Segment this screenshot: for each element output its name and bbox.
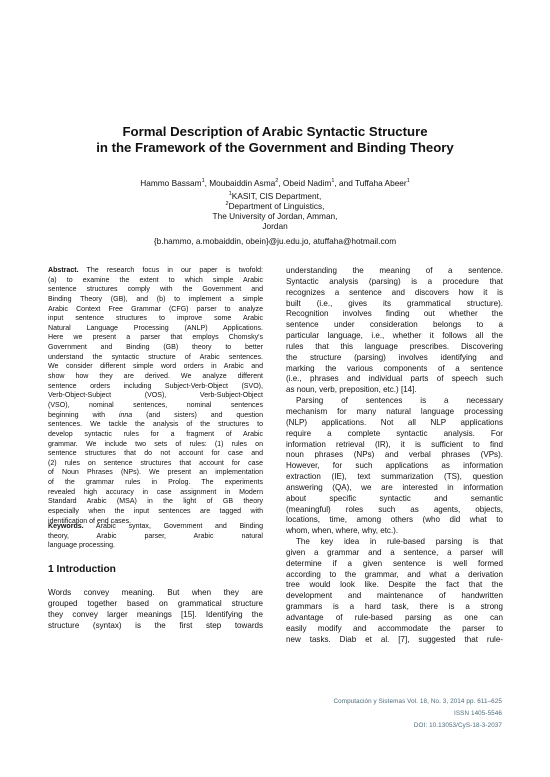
abstract-block: [48, 266, 263, 526]
paper-title-line-1: Formal Description of Arabic Syntactic Structure: [122, 124, 428, 139]
abstract-text: beginning with: [48, 411, 119, 419]
abstract-text: The research focus in our paper is twofold:: [78, 267, 263, 274]
abstract-line: Binding Theory (GB), and (b) to implement a simple: [48, 295, 263, 303]
abstract-line: of Noun Phrases (NPs). We present an implementation: [48, 469, 263, 477]
abstract-line: grammar. We include two sets of rules: (1) rules on: [48, 440, 263, 448]
keywords-text: Arabic syntax, Government and Binding: [83, 523, 263, 530]
abstract-line: especially when the input sentences are tagged with: [48, 508, 263, 516]
abstract-line: input sentence structures to improve some Arabic: [48, 315, 263, 323]
abstract-line: Standard Arabic (MSA) in the light of GB theory: [48, 498, 263, 506]
introduction-line: they convey larger meanings [15]. Identifying the: [48, 609, 263, 619]
affiliation-line: Jordan: [262, 221, 288, 231]
affiliation-mark: 1: [228, 191, 232, 198]
section-heading-introduction: 1 Introduction: [48, 564, 116, 575]
author-affiliation-mark: 1: [406, 178, 410, 185]
abstract-line: sentence orders including Subject-Verb-Object (SVO),: [48, 382, 263, 390]
author-emails: {b.hammo, a.mobaiddin, obein}@ju.edu.jo, atuffaha@hotmail.com: [153, 236, 397, 246]
abstract-line: Natural Language Processing (ANLP) Applications.: [48, 324, 263, 332]
author-affiliation-mark: 2: [275, 178, 279, 185]
body-text-line: new tasks. Diab et al. [7], suggested that rule-: [286, 634, 503, 644]
paper-title-line-2: in the Framework of the Government and Binding Theory: [96, 140, 454, 155]
abstract-text: (and sisters) and question: [132, 411, 263, 419]
body-text-line: the structure (parsing) involves identifying and: [286, 352, 503, 362]
abstract-line: identification of end cases.: [48, 517, 132, 525]
body-text-line: (i.e., phrases and individual parts of speech such: [286, 374, 503, 384]
body-text-line: particular language, i.e., whether it follows all the: [286, 331, 503, 341]
body-text-line: noun phrases (NPs) and verbal phrases (VPs).: [286, 450, 503, 460]
introduction-text: [48, 588, 263, 631]
abstract-line: Verb-Object-Subject (VOS), Verb-Subject-Object: [48, 392, 263, 400]
body-text-line: However, for such applications as information: [286, 461, 503, 471]
author-separator: ,: [204, 178, 210, 188]
body-text-line: whom, when, where, why, etc.).: [286, 526, 399, 536]
body-text-line: recognizes a sentence and discovers how it is: [286, 287, 503, 297]
abstract-term-inna: inna: [118, 411, 133, 419]
abstract-line: of the grammar rules in Prolog. The experiments: [48, 479, 263, 487]
abstract-line: show how they are derived. We analyze different: [48, 373, 263, 381]
affiliation-mark: 2: [225, 201, 229, 208]
affiliation-text: KASIT, CIS Department,: [231, 191, 322, 201]
abstract-line: Government and Binding (GB) theory to better: [48, 344, 263, 352]
body-text-line: built (i.e., gives its grammatical structure).: [286, 298, 503, 308]
author-affiliation-mark: 1: [331, 178, 335, 185]
introduction-line: grouped together based on grammatical structure: [48, 598, 263, 608]
body-text-line: locations, time, among others (who did what to: [286, 515, 503, 525]
abstract-line: (2) rules on sentence structures that account for case: [48, 459, 263, 467]
body-text-line: extraction (IE), text summarization (TS), question: [286, 472, 503, 482]
author-name: Hammo Bassam: [140, 178, 202, 188]
author-name: Moubaiddin Asma: [209, 178, 276, 188]
abstract-line: sentence structures that do not account for case and: [48, 450, 263, 458]
abstract-line: Here we present a parser that employs Chomsky's: [48, 334, 263, 342]
body-text-line: grammars is a hard task, there is a strong: [286, 602, 503, 612]
body-text-line: answering (QA), we are interested in information: [286, 482, 503, 492]
body-text-line: Parsing of sentences is a necessary: [296, 396, 503, 406]
journal-doi: DOI: 10.13053/CyS-18-3-2037: [413, 722, 502, 729]
body-text-line: Syntactic analysis (parsing) is a procedure that: [286, 276, 503, 286]
right-column-text: [286, 266, 503, 646]
body-text-line: determine if a given sentence is well formed: [286, 558, 503, 568]
keywords-label: Keywords.: [48, 523, 84, 530]
abstract-line: sentence structures comply with the Government and: [48, 286, 263, 294]
author-list: [60, 178, 490, 188]
abstract-line: Arabic Context Free Grammar (CFG) parser to analyze: [48, 305, 263, 313]
author-separator: , and: [334, 178, 356, 188]
journal-citation: Computación y Sistemas Vol. 18, No. 3, 2014 pp. 611–625: [333, 698, 502, 705]
body-text-line: according to the grammar, and what a derivation: [286, 569, 503, 579]
body-text-line: development and maintenance of handwritten: [286, 591, 503, 601]
body-text-line: mechanism for many natural language processing: [286, 406, 503, 416]
body-text-line: (meaningful) roles such as agents, objects,: [286, 504, 503, 514]
body-text-line: sentence under consideration belongs to a: [286, 320, 503, 330]
body-text-line: rules that this language prescribes. Discovering: [286, 341, 503, 351]
abstract-line: understand the syntactic structure of Arabic sentences.: [48, 353, 263, 361]
journal-issn: ISSN 1405-5546: [454, 710, 502, 717]
affiliation-line: [100, 191, 450, 201]
author-separator: ,: [278, 178, 283, 188]
abstract-line: [48, 411, 263, 421]
body-text-line: marking the various components of a sentence: [286, 363, 503, 373]
body-text-line: about specific syntactic and semantic: [286, 493, 503, 503]
body-text-line: as noun, verb, preposition, etc.) [14].: [286, 385, 417, 395]
author-name: Tuffaha Abeer: [355, 178, 407, 188]
body-text-line: tree would look like. Despite the fact that the: [286, 580, 503, 590]
introduction-line: structure (syntax) is the first step towards: [48, 620, 263, 630]
author-affiliation-mark: 1: [201, 178, 205, 185]
abstract-line: develop syntactic rules for a fragment of Arabic: [48, 430, 263, 438]
abstract-line: revealed high accuracy in case assignment in Modern: [48, 488, 263, 496]
keywords-line: language processing.: [48, 542, 115, 550]
affiliation-text: Department of Linguistics,: [228, 201, 325, 211]
keywords-line: theory, Arabic parser, Arabic natural: [48, 532, 263, 540]
affiliation-line: [100, 201, 450, 211]
author-name: Obeid Nadim: [282, 178, 332, 188]
abstract-line: sentences. We tackle the analysis of the structures to: [48, 421, 263, 429]
abstract-line: [48, 266, 263, 276]
body-text-line: advantage of rule-based parsing as one can: [286, 613, 503, 622]
abstract-line: (VSO), nominal sentences, nominal sentences: [48, 401, 263, 409]
body-text-line: understanding the meaning of a sentence.: [286, 266, 503, 275]
body-text-line: The key idea in rule-based parsing is that: [296, 537, 503, 547]
abstract-label: Abstract.: [48, 267, 79, 274]
abstract-line: (a) to examine the extent to which simple Arabic: [48, 276, 263, 284]
body-text-line: Recognition involves finding out whether the: [286, 309, 503, 319]
keywords-block: [48, 522, 263, 551]
affiliation-line: The University of Jordan, Amman,: [212, 211, 338, 221]
body-text-line: require a complete syntactic analysis. For: [286, 428, 503, 438]
keywords-line: [48, 522, 263, 532]
body-text-line: information retrieval (IR), it is sufficient to find: [286, 439, 503, 449]
abstract-line: We consider different simple word orders in Arabic and: [48, 363, 263, 371]
body-text-line: given a grammar and a sentence, a parser will: [286, 547, 503, 557]
introduction-line: Words convey meaning. But when they are: [48, 588, 263, 597]
body-text-line: easily modify and accommodate the parser to: [286, 623, 503, 633]
body-text-line: (NLP) applications. Not all NLP applications: [286, 417, 503, 427]
